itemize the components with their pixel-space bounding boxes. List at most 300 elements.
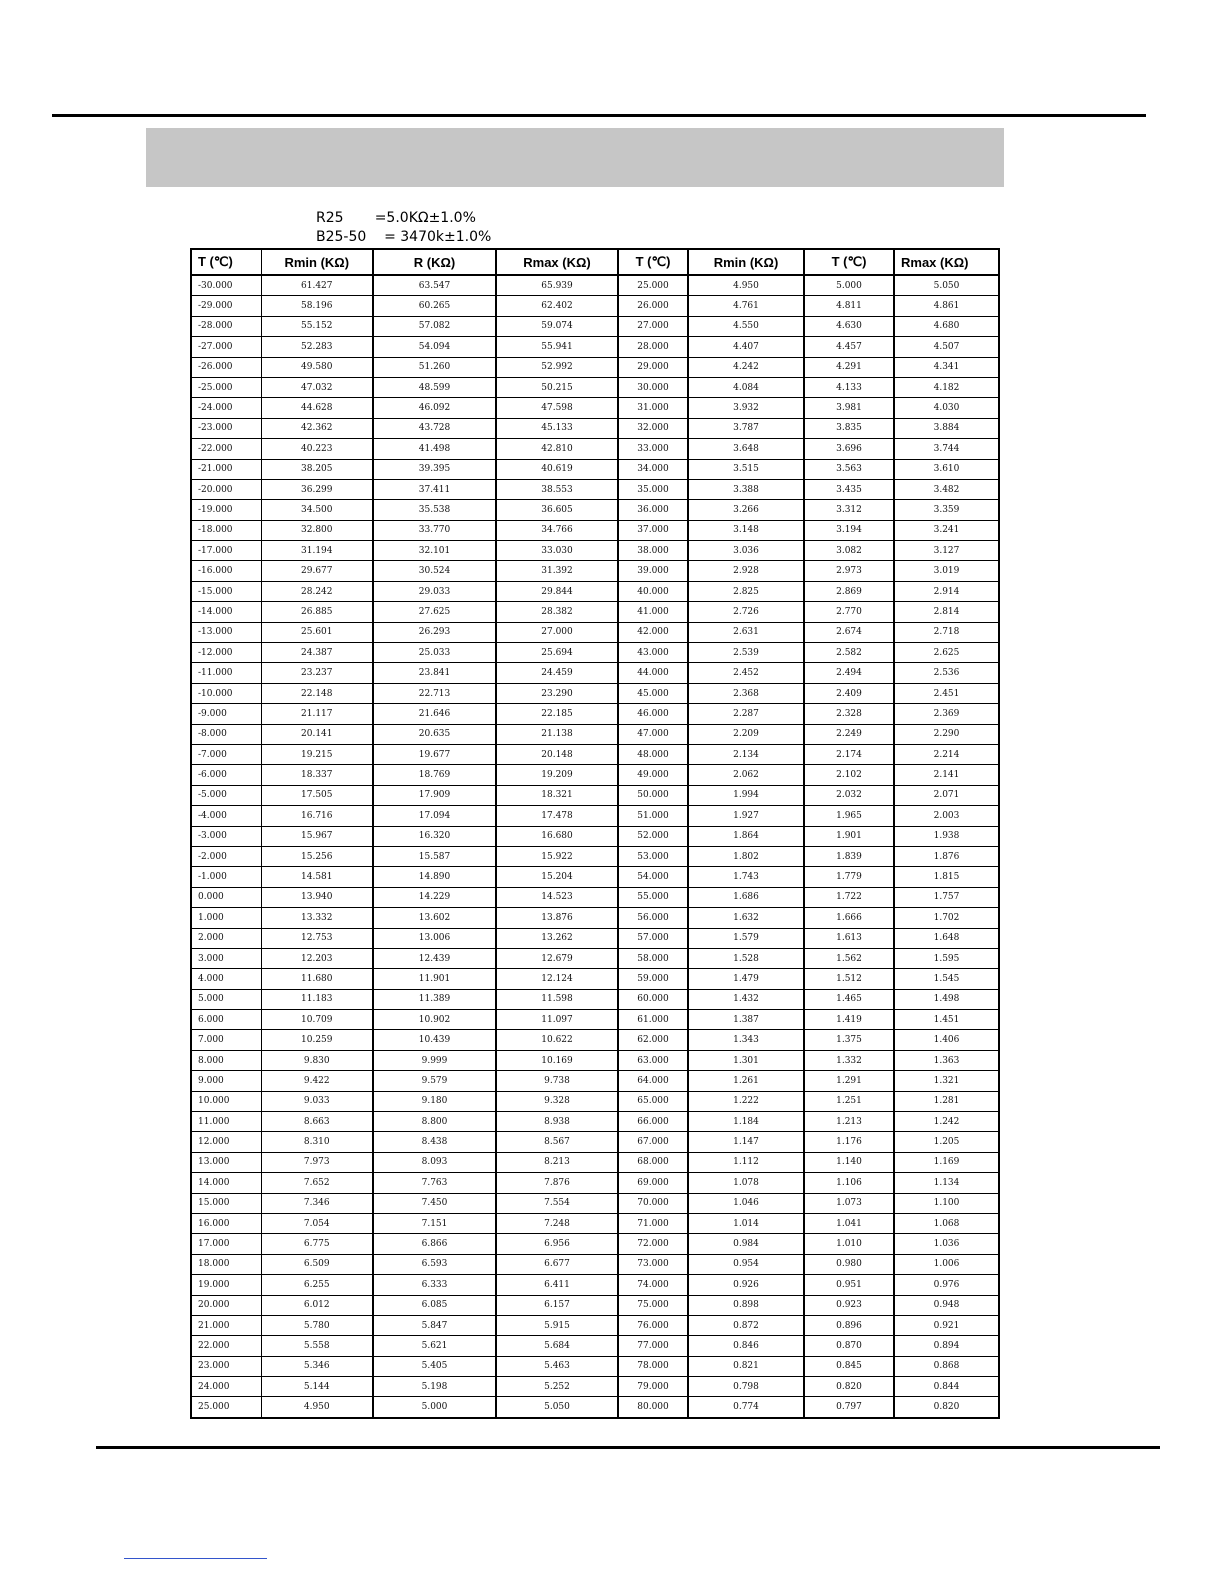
table-row (191, 1254, 999, 1274)
table-cell: -22.000 (191, 439, 261, 459)
table-cell: -25.000 (191, 377, 261, 397)
table-cell: 2.582 (804, 643, 894, 663)
table-cell: 3.019 (894, 561, 999, 581)
table-cell: 53.000 (618, 846, 688, 866)
table-cell: 29.033 (373, 581, 496, 601)
table-cell: 20.141 (261, 724, 373, 744)
table-cell: -3.000 (191, 826, 261, 846)
table-row (191, 704, 999, 724)
table-cell: 28.000 (618, 337, 688, 357)
table-cell: 30.524 (373, 561, 496, 581)
table-cell: 31.392 (496, 561, 618, 581)
table-cell: 7.554 (496, 1193, 618, 1213)
table-cell: 1.261 (688, 1071, 804, 1091)
table-row (191, 765, 999, 785)
table-cell: 63.000 (618, 1050, 688, 1070)
table-cell: 9.422 (261, 1071, 373, 1091)
table-cell: 2.102 (804, 765, 894, 785)
table-cell: 6.157 (496, 1295, 618, 1315)
table-cell: 5.684 (496, 1336, 618, 1356)
table-cell: 38.205 (261, 459, 373, 479)
table-cell: 70.000 (618, 1193, 688, 1213)
table-cell: 5.252 (496, 1377, 618, 1397)
table-row (191, 316, 999, 336)
table-row (191, 908, 999, 928)
table-cell: 0.980 (804, 1254, 894, 1274)
table-cell: 1.512 (804, 969, 894, 989)
table-cell: 17.909 (373, 785, 496, 805)
table-cell: 21.646 (373, 704, 496, 724)
table-cell: 79.000 (618, 1377, 688, 1397)
table-cell: 1.006 (894, 1254, 999, 1274)
table-cell: 49.580 (261, 357, 373, 377)
table-cell: 1.387 (688, 1010, 804, 1030)
table-cell: 1.010 (804, 1234, 894, 1254)
column-header: Rmax (KΩ) (496, 249, 618, 275)
table-row (191, 1010, 999, 1030)
table-cell: 2.452 (688, 663, 804, 683)
table-cell: 18.337 (261, 765, 373, 785)
table-cell: 4.761 (688, 296, 804, 316)
table-cell: 0.845 (804, 1356, 894, 1376)
table-cell: 4.341 (894, 357, 999, 377)
table-row (191, 1356, 999, 1376)
table-cell: 16.680 (496, 826, 618, 846)
table-cell: 7.000 (191, 1030, 261, 1050)
table-row (191, 1315, 999, 1335)
table-cell: 4.550 (688, 316, 804, 336)
table-cell: 1.000 (191, 908, 261, 928)
table-cell: 19.209 (496, 765, 618, 785)
table-cell: 2.536 (894, 663, 999, 683)
table-cell: 1.648 (894, 928, 999, 948)
table-cell: 3.981 (804, 398, 894, 418)
table-cell: 39.000 (618, 561, 688, 581)
table-cell: 0.923 (804, 1295, 894, 1315)
column-header: Rmin (KΩ) (688, 249, 804, 275)
table-cell: 0.894 (894, 1336, 999, 1356)
table-cell: 23.000 (191, 1356, 261, 1376)
table-cell: 1.927 (688, 806, 804, 826)
table-cell: 16.716 (261, 806, 373, 826)
table-cell: 2.539 (688, 643, 804, 663)
table-cell: 3.359 (894, 500, 999, 520)
table-cell: 2.141 (894, 765, 999, 785)
table-cell: 1.876 (894, 846, 999, 866)
table-cell: 1.184 (688, 1112, 804, 1132)
table-cell: 7.763 (373, 1173, 496, 1193)
table-cell: 13.262 (496, 928, 618, 948)
table-cell: 37.411 (373, 479, 496, 499)
table-cell: 1.579 (688, 928, 804, 948)
table-cell: -10.000 (191, 683, 261, 703)
table-cell: 74.000 (618, 1275, 688, 1295)
table-cell: 21.138 (496, 724, 618, 744)
table-cell: 3.194 (804, 520, 894, 540)
table-cell: 13.602 (373, 908, 496, 928)
table-cell: 47.598 (496, 398, 618, 418)
table-cell: 11.680 (261, 969, 373, 989)
table-cell: 3.127 (894, 541, 999, 561)
table-row (191, 377, 999, 397)
table-cell: 0.984 (688, 1234, 804, 1254)
table-cell: 1.702 (894, 908, 999, 928)
table-cell: 43.728 (373, 418, 496, 438)
table-row (191, 948, 999, 968)
table-cell: -26.000 (191, 357, 261, 377)
table-cell: 1.419 (804, 1010, 894, 1030)
table-cell: 25.033 (373, 643, 496, 663)
table-cell: 52.000 (618, 826, 688, 846)
table-cell: 12.679 (496, 948, 618, 968)
table-row (191, 1213, 999, 1233)
table-cell: 5.780 (261, 1315, 373, 1335)
table-cell: 13.000 (191, 1152, 261, 1172)
table-cell: 9.180 (373, 1091, 496, 1111)
table-row (191, 785, 999, 805)
table-cell: 2.631 (688, 622, 804, 642)
table-cell: 21.117 (261, 704, 373, 724)
table-cell: 2.625 (894, 643, 999, 663)
table-cell: 1.291 (804, 1071, 894, 1091)
table-cell: -15.000 (191, 581, 261, 601)
table-cell: 0.921 (894, 1315, 999, 1335)
table-cell: 0.820 (804, 1377, 894, 1397)
table-cell: 0.870 (804, 1336, 894, 1356)
table-row (191, 398, 999, 418)
table-cell: 25.000 (618, 275, 688, 296)
table-cell: 8.093 (373, 1152, 496, 1172)
table-row (191, 643, 999, 663)
table-cell: 36.000 (618, 500, 688, 520)
table-row (191, 1275, 999, 1295)
table-cell: 3.435 (804, 479, 894, 499)
table-cell: 6.411 (496, 1275, 618, 1295)
table-cell: 6.775 (261, 1234, 373, 1254)
table-cell: 57.000 (618, 928, 688, 948)
table-cell: 39.395 (373, 459, 496, 479)
table-row (191, 439, 999, 459)
table-cell: 17.094 (373, 806, 496, 826)
table-cell: 54.000 (618, 867, 688, 887)
table-cell: 1.321 (894, 1071, 999, 1091)
header-band (146, 128, 1004, 187)
table-cell: 60.000 (618, 989, 688, 1009)
table-cell: 0.954 (688, 1254, 804, 1274)
table-cell: 2.409 (804, 683, 894, 703)
table-cell: 13.940 (261, 887, 373, 907)
table-cell: 34.000 (618, 459, 688, 479)
column-header: Rmax (KΩ) (894, 249, 999, 275)
table-row (191, 1112, 999, 1132)
table-cell: -4.000 (191, 806, 261, 826)
table-cell: 45.000 (618, 683, 688, 703)
table-cell: 3.610 (894, 459, 999, 479)
table-cell: 2.718 (894, 622, 999, 642)
table-cell: 1.301 (688, 1050, 804, 1070)
table-cell: 0.951 (804, 1275, 894, 1295)
table-cell: 5.558 (261, 1336, 373, 1356)
table-cell: 75.000 (618, 1295, 688, 1315)
table-cell: 50.215 (496, 377, 618, 397)
table-cell: 0.868 (894, 1356, 999, 1376)
column-header: T (℃) (804, 249, 894, 275)
table-row (191, 1295, 999, 1315)
table-cell: 1.901 (804, 826, 894, 846)
table-cell: 27.000 (496, 622, 618, 642)
table-cell: 28.242 (261, 581, 373, 601)
table-cell: 77.000 (618, 1336, 688, 1356)
table-cell: 55.941 (496, 337, 618, 357)
table-cell: 18.321 (496, 785, 618, 805)
table-cell: 26.885 (261, 602, 373, 622)
table-cell: 5.405 (373, 1356, 496, 1376)
table-cell: -6.000 (191, 765, 261, 785)
table-cell: 0.948 (894, 1295, 999, 1315)
table-cell: 16.000 (191, 1213, 261, 1233)
table-cell: 7.973 (261, 1152, 373, 1172)
table-cell: 1.375 (804, 1030, 894, 1050)
table-cell: 17.478 (496, 806, 618, 826)
table-cell: 8.310 (261, 1132, 373, 1152)
column-header: T (℃) (191, 249, 261, 275)
table-cell: 2.726 (688, 602, 804, 622)
table-cell: 1.242 (894, 1112, 999, 1132)
table-cell: 14.523 (496, 887, 618, 907)
table-cell: 19.677 (373, 744, 496, 764)
table-cell: -30.000 (191, 275, 261, 296)
table-cell: -19.000 (191, 500, 261, 520)
table-cell: 7.652 (261, 1173, 373, 1193)
table-cell: 1.528 (688, 948, 804, 968)
table-cell: 71.000 (618, 1213, 688, 1233)
table-cell: 3.036 (688, 541, 804, 561)
table-cell: 4.084 (688, 377, 804, 397)
table-cell: 33.770 (373, 520, 496, 540)
table-cell: 60.265 (373, 296, 496, 316)
table-cell: 1.134 (894, 1173, 999, 1193)
table-cell: 12.753 (261, 928, 373, 948)
top-rule (52, 114, 1146, 117)
table-cell: 33.000 (618, 439, 688, 459)
table-cell: 16.320 (373, 826, 496, 846)
table-cell: 1.078 (688, 1173, 804, 1193)
table-cell: 9.830 (261, 1050, 373, 1070)
table-cell: 1.176 (804, 1132, 894, 1152)
table-row (191, 541, 999, 561)
table-cell: 42.000 (618, 622, 688, 642)
table-cell: 33.030 (496, 541, 618, 561)
table-row (191, 561, 999, 581)
table-row (191, 602, 999, 622)
table-cell: 44.628 (261, 398, 373, 418)
table-cell: 55.152 (261, 316, 373, 336)
table-cell: 6.012 (261, 1295, 373, 1315)
table-cell: 0.798 (688, 1377, 804, 1397)
table-cell: 48.599 (373, 377, 496, 397)
table-cell: 35.538 (373, 500, 496, 520)
table-cell: 2.032 (804, 785, 894, 805)
table-cell: 1.864 (688, 826, 804, 846)
table-cell: 36.299 (261, 479, 373, 499)
table-cell: 2.000 (191, 928, 261, 948)
table-cell: 12.439 (373, 948, 496, 968)
table-cell: 2.003 (894, 806, 999, 826)
table-row (191, 500, 999, 520)
table-cell: 67.000 (618, 1132, 688, 1152)
table-cell: 1.465 (804, 989, 894, 1009)
column-header: R (KΩ) (373, 249, 496, 275)
table-cell: 15.922 (496, 846, 618, 866)
table-cell: 5.198 (373, 1377, 496, 1397)
table-row (191, 806, 999, 826)
table-cell: 8.438 (373, 1132, 496, 1152)
table-cell: 2.328 (804, 704, 894, 724)
table-cell: -17.000 (191, 541, 261, 561)
table-cell: -11.000 (191, 663, 261, 683)
table-cell: 47.000 (618, 724, 688, 744)
table-cell: 23.237 (261, 663, 373, 683)
table-row (191, 581, 999, 601)
table-cell: 1.213 (804, 1112, 894, 1132)
table-cell: 48.000 (618, 744, 688, 764)
table-cell: 76.000 (618, 1315, 688, 1335)
table-cell: -23.000 (191, 418, 261, 438)
table-cell: -14.000 (191, 602, 261, 622)
table-cell: 4.000 (191, 969, 261, 989)
table-cell: 2.214 (894, 744, 999, 764)
table-cell: 3.148 (688, 520, 804, 540)
table-cell: 1.036 (894, 1234, 999, 1254)
table-cell: 20.148 (496, 744, 618, 764)
table-cell: 13.332 (261, 908, 373, 928)
table-cell: 10.259 (261, 1030, 373, 1050)
table-cell: 20.635 (373, 724, 496, 744)
table-cell: 9.328 (496, 1091, 618, 1111)
table-cell: 4.630 (804, 316, 894, 336)
table-cell: 59.074 (496, 316, 618, 336)
table-cell: 1.994 (688, 785, 804, 805)
table-cell: 29.677 (261, 561, 373, 581)
table-cell: 42.810 (496, 439, 618, 459)
table-cell: 3.388 (688, 479, 804, 499)
table-row (191, 867, 999, 887)
table-cell: 57.082 (373, 316, 496, 336)
table-cell: 3.932 (688, 398, 804, 418)
table-row (191, 296, 999, 316)
table-row (191, 989, 999, 1009)
table-cell: 66.000 (618, 1112, 688, 1132)
table-row (191, 622, 999, 642)
table-cell: 65.000 (618, 1091, 688, 1111)
table-cell: 47.032 (261, 377, 373, 397)
table-cell: 61.427 (261, 275, 373, 296)
table-cell: 22.148 (261, 683, 373, 703)
table-cell: -5.000 (191, 785, 261, 805)
table-cell: 43.000 (618, 643, 688, 663)
table-cell: 8.000 (191, 1050, 261, 1070)
table-cell: 0.820 (894, 1397, 999, 1418)
table-cell: 11.389 (373, 989, 496, 1009)
table-cell: 1.743 (688, 867, 804, 887)
table-cell: 14.581 (261, 867, 373, 887)
table-cell: 4.811 (804, 296, 894, 316)
table-cell: 15.204 (496, 867, 618, 887)
table-cell: 1.169 (894, 1152, 999, 1172)
table-cell: 1.965 (804, 806, 894, 826)
table-cell: -1.000 (191, 867, 261, 887)
table-cell: 0.846 (688, 1336, 804, 1356)
table-cell: 15.256 (261, 846, 373, 866)
table-cell: 14.000 (191, 1173, 261, 1193)
table-cell: 15.587 (373, 846, 496, 866)
table-cell: 4.182 (894, 377, 999, 397)
table-cell: 4.861 (894, 296, 999, 316)
table-cell: 38.553 (496, 479, 618, 499)
table-cell: 25.601 (261, 622, 373, 642)
table-cell: -21.000 (191, 459, 261, 479)
table-cell: 69.000 (618, 1173, 688, 1193)
table-cell: 1.545 (894, 969, 999, 989)
table-cell: -16.000 (191, 561, 261, 581)
table-row (191, 1050, 999, 1070)
table-cell: 9.738 (496, 1071, 618, 1091)
table-cell: 6.000 (191, 1010, 261, 1030)
column-header: T (℃) (618, 249, 688, 275)
table-cell: 50.000 (618, 785, 688, 805)
table-cell: 2.209 (688, 724, 804, 744)
table-cell: 1.562 (804, 948, 894, 968)
table-cell: 12.000 (191, 1132, 261, 1152)
table-row (191, 1234, 999, 1254)
table-row (191, 418, 999, 438)
table-row (191, 479, 999, 499)
table-row (191, 1132, 999, 1152)
table-cell: 45.133 (496, 418, 618, 438)
table-cell: 1.222 (688, 1091, 804, 1111)
table-cell: -20.000 (191, 479, 261, 499)
table-cell: 68.000 (618, 1152, 688, 1172)
table-cell: 2.062 (688, 765, 804, 785)
table-cell: 1.205 (894, 1132, 999, 1152)
table-cell: 1.498 (894, 989, 999, 1009)
table-cell: 12.124 (496, 969, 618, 989)
table-cell: 1.406 (894, 1030, 999, 1050)
table-cell: 2.451 (894, 683, 999, 703)
table-cell: -8.000 (191, 724, 261, 744)
resistance-table-container (190, 248, 998, 1412)
table-cell: 2.494 (804, 663, 894, 683)
table-cell: 1.722 (804, 887, 894, 907)
table-cell: 3.082 (804, 541, 894, 561)
table-cell: 6.085 (373, 1295, 496, 1315)
table-cell: 15.000 (191, 1193, 261, 1213)
table-cell: 2.174 (804, 744, 894, 764)
table-cell: 7.248 (496, 1213, 618, 1233)
table-cell: 5.346 (261, 1356, 373, 1376)
table-cell: 3.312 (804, 500, 894, 520)
resistance-table (190, 248, 1000, 1419)
table-cell: 25.694 (496, 643, 618, 663)
table-cell: 51.000 (618, 806, 688, 826)
table-cell: 54.094 (373, 337, 496, 357)
table-cell: 3.744 (894, 439, 999, 459)
table-cell: 3.000 (191, 948, 261, 968)
table-cell: 44.000 (618, 663, 688, 683)
table-cell: 5.000 (191, 989, 261, 1009)
column-header: Rmin (KΩ) (261, 249, 373, 275)
table-cell: 27.625 (373, 602, 496, 622)
